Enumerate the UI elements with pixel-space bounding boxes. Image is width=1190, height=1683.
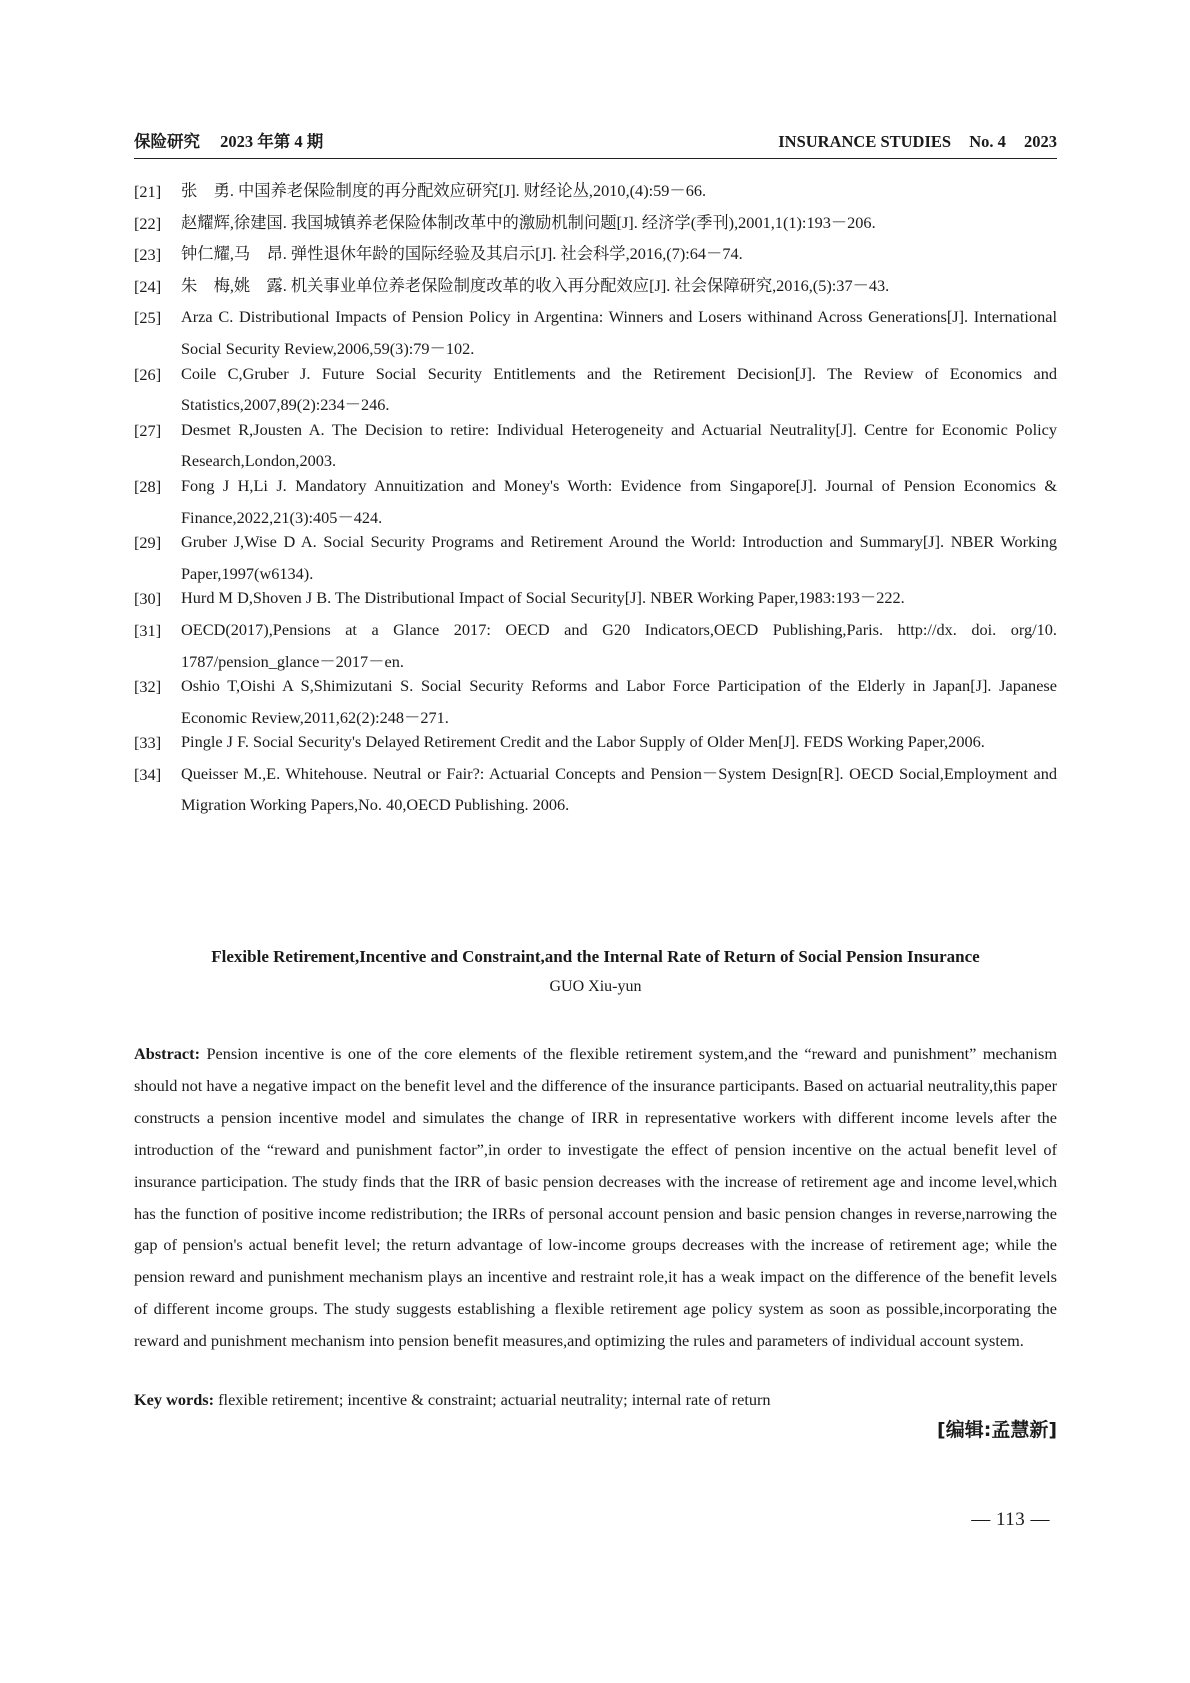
reference-number: [28]	[134, 476, 162, 496]
reference-item	[134, 421, 1057, 477]
reference-text: Arza C. Distributional Impacts of Pension Policy in Argentina: Winners and Losers withinand Across Generations[J]. International Social Security Review,2006,59(3):79－102.	[181, 307, 1057, 358]
reference-list	[134, 182, 1057, 821]
reference-number: [21]	[134, 182, 162, 201]
reference-text: Pingle J F. Social Security's Delayed Retirement Credit and the Labor Supply of Older Men[J]. FEDS Working Paper,2006.	[181, 732, 985, 752]
abstract-text: Pension incentive is one of the core elements of the flexible retirement system,and the “reward and punishment” mechanism should not have a negative impact on the benefit level and the difference of the insurance participants. Based on actuarial neutrality,this paper constructs a pension incentive model and simulates the change of IRR in representative workers with different income levels after the introduction of the “reward and punishment factor”,in order to investigate the effect of pension incentive on the actual benefit level of insurance participation. The study finds that the IRR of basic pension decreases with the increase of retirement age and income level,which has the function of positive income redistribution; the IRRs of personal account pension and basic pension changes in reverse,narrowing the gap of pension's actual benefit level; the return advantage of low-income groups decreases with the increase of retirement age; while the pension reward and punishment mechanism plays an incentive and restraint role,it has a weak impact on the difference of the benefit levels of different income groups. The study suggests establishing a flexible retirement age policy system as soon as possible,incorporating the reward and punishment mechanism into pension benefit measures,and optimizing the rules and parameters of individual account system.	[134, 1044, 1057, 1351]
english-title: Flexible Retirement,Incentive and Constraint,and the Internal Rate of Return of Social Pension Insurance	[211, 947, 980, 966]
reference-item	[134, 308, 1057, 364]
reference-text: Oshio T,Oishi A S,Shimizutani S. Social Security Reforms and Labor Force Participation of the Elderly in Japan[J]. Japanese Economic Review,2011,62(2):248－271.	[181, 676, 1057, 727]
reference-item	[134, 477, 1057, 533]
header-right	[778, 132, 1057, 152]
reference-text: Fong J H,Li J. Mandatory Annuitization and Money's Worth: Evidence from Singapore[J]. Journal of Pension Economics & Finance,2022,21(3):405－424.	[181, 475, 1057, 527]
reference-number: [25]	[134, 308, 162, 328]
reference-text: Gruber J,Wise D A. Social Security Programs and Retirement Around the World: Introduction and Summary[J]. NBER Working Paper,1997(w6134).	[181, 532, 1057, 583]
header-left	[134, 128, 323, 152]
page-number: — 113 —	[971, 1509, 1050, 1530]
reference-number: [22]	[134, 213, 162, 233]
issue-en: No. 4	[969, 132, 1006, 151]
running-header	[134, 128, 1057, 152]
keywords	[134, 1390, 1057, 1410]
reference-number: [29]	[134, 533, 162, 553]
reference-text: Hurd M D,Shoven J B. The Distributional Impact of Social Security[J]. NBER Working Paper,1983:193－222.	[181, 588, 905, 608]
reference-text: 钟仁耀,马 昂. 弹性退休年龄的国际经验及其启示[J]. 社会科学,2016,(7):64－74.	[181, 244, 743, 264]
reference-text: 张 勇. 中国养老保险制度的再分配效应研究[J]. 财经论丛,2010,(4):59－66.	[181, 181, 707, 200]
header-rule	[134, 158, 1057, 159]
reference-number: [33]	[134, 733, 162, 753]
reference-text: Coile C,Gruber J. Future Social Security Entitlements and the Retirement Decision[J]. The Review of Economics and Statistics,2007,89(2):234－246.	[181, 363, 1057, 415]
reference-number: [30]	[134, 589, 162, 609]
journal-name-cn: 保险研究	[134, 132, 200, 151]
reference-text: 朱 梅,姚 露. 机关事业单位养老保险制度改革的收入再分配效应[J]. 社会保障研究,2016,(5):37－43.	[181, 275, 890, 295]
reference-text: OECD(2017),Pensions at a Glance 2017: OECD and G20 Indicators,OECD Publishing,Paris. http://dx. doi. org/10. 1787/pension_glance－2017－en.	[181, 619, 1057, 671]
reference-number: [24]	[134, 276, 162, 296]
editor-note: [编辑:孟慧新]	[937, 1419, 1057, 1441]
year: 2023	[1024, 132, 1057, 151]
abstract-label: Abstract:	[134, 1044, 201, 1063]
reference-item	[134, 533, 1057, 589]
reference-number: [31]	[134, 620, 162, 640]
reference-text: Desmet R,Jousten A. The Decision to retire: Individual Heterogeneity and Actuarial Neutrality[J]. Centre for Economic Policy Research,London,2003.	[181, 419, 1057, 471]
reference-number: [23]	[134, 245, 162, 265]
reference-item	[134, 677, 1057, 733]
reference-item	[134, 365, 1057, 421]
reference-number: [27]	[134, 420, 162, 440]
issue-cn: 2023 年第 4 期	[220, 132, 324, 151]
english-author: GUO Xiu-yun	[549, 978, 642, 995]
reference-number: [26]	[134, 364, 162, 384]
reference-number: [34]	[134, 764, 162, 784]
reference-text: Queisser M.,E. Whitehouse. Neutral or Fair?: Actuarial Concepts and Pension－System Design[R]. OECD Social,Employment and Migration Working Papers,No. 40,OECD Publishing. 2006.	[181, 763, 1057, 815]
reference-number: [32]	[134, 677, 162, 697]
reference-item	[134, 765, 1057, 821]
abstract	[134, 1038, 1057, 1357]
keywords-label: Key words:	[134, 1390, 215, 1409]
reference-item	[134, 621, 1057, 677]
journal-name-en: INSURANCE STUDIES	[778, 132, 952, 151]
reference-text: 赵耀辉,徐建国. 我国城镇养老保险体制改革中的激励机制问题[J]. 经济学(季刊),2001,1(1):193－206.	[181, 212, 876, 232]
keywords-text: flexible retirement; incentive & constraint; actuarial neutrality; internal rate of return	[218, 1390, 771, 1409]
